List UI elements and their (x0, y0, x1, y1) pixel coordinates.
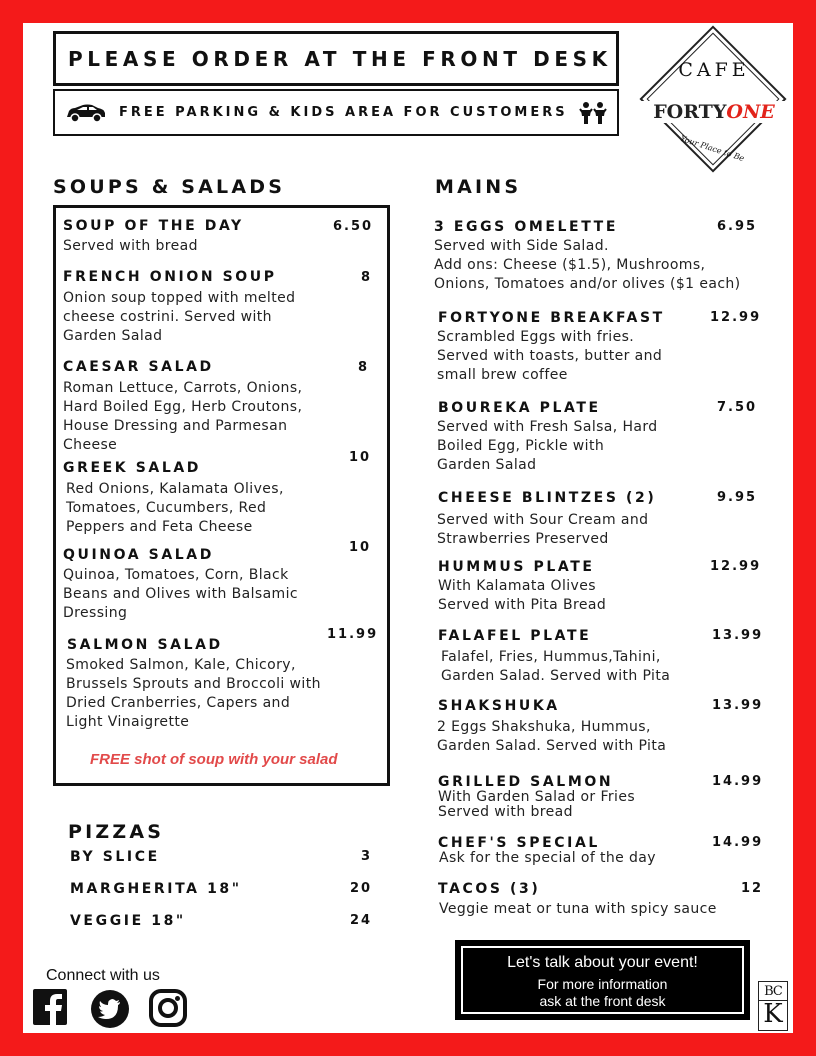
desc-line: Light Vinaigrette (66, 714, 190, 730)
menu-item-desc (437, 328, 662, 385)
menu-item-name: SHAKSHUKA (438, 698, 560, 714)
menu-item-name: CHEESE BLINTZES (2) (438, 490, 657, 506)
desc-line: Onions, Tomatoes and/or olives ($1 each) (434, 276, 741, 292)
menu-item-name: FALAFEL PLATE (438, 628, 592, 644)
menu-item-price: 13.99 (712, 698, 764, 713)
menu-item-name: CAESAR SALAD (63, 359, 214, 375)
logo-brand (639, 101, 789, 123)
desc-line: small brew coffee (437, 367, 568, 383)
menu-item-name: GREEK SALAD (63, 460, 202, 476)
menu-item-desc (66, 480, 284, 537)
desc-line: Served with Fresh Salsa, Hard (437, 419, 658, 435)
menu-item-desc (441, 648, 670, 686)
desc-line: House Dressing and Parmesan (63, 418, 288, 434)
order-text: PLEASE ORDER AT THE FRONT DESK (68, 46, 612, 71)
desc-line: cheese costrini. Served with (63, 309, 272, 325)
menu-item-desc (437, 418, 658, 475)
menu-item-desc (66, 656, 321, 732)
menu-item-price: 12.99 (710, 310, 762, 325)
pizza-price: 24 (350, 913, 373, 928)
desc-line: Dressing (63, 605, 128, 621)
menu-item-desc (437, 718, 666, 756)
menu-item-name: TACOS (3) (438, 881, 541, 897)
desc-line: Strawberries Preserved (437, 531, 609, 547)
menu-item-price: 12.99 (710, 559, 762, 574)
menu-item-price: 6.50 (333, 219, 374, 234)
desc-line: Garden Salad (63, 328, 163, 344)
menu-item-price: 10 (349, 540, 372, 555)
menu-item-name: FRENCH ONION SOUP (63, 269, 277, 285)
desc-line: 2 Eggs Shakshuka, Hummus, (437, 719, 651, 735)
pizzas-heading: PIZZAS (68, 821, 165, 843)
desc-line: Served with toasts, butter and (437, 348, 663, 364)
menu-item-name: BOUREKA PLATE (438, 400, 601, 416)
kids-icon (579, 101, 607, 125)
menu-item-desc (63, 379, 302, 455)
desc-line: Red Onions, Kalamata Olives, (66, 481, 284, 497)
desc-line: Served with bread (63, 238, 198, 254)
menu-item-price: 8 (361, 270, 373, 285)
menu-item-desc (63, 237, 198, 256)
event-info (463, 972, 742, 1010)
menu-item-name: SOUP OF THE DAY (63, 218, 244, 234)
menu-item-price: 13.99 (712, 628, 764, 643)
menu-item-price: 11.99 (327, 627, 379, 642)
desc-line: Brussels Sprouts and Broccoli with (66, 676, 321, 692)
menu-item-name: CHEF'S SPECIAL (438, 835, 600, 851)
order-banner (53, 31, 619, 86)
desc-line: Veggie meat or tuna with spicy sauce (439, 901, 717, 917)
twitter-icon[interactable] (90, 989, 130, 1029)
badge-top: BC (764, 984, 782, 999)
pizza-name: BY SLICE (70, 849, 160, 865)
menu-item-desc (437, 511, 648, 549)
logo-cafe: CAFE (678, 59, 750, 81)
badge-bottom: K (759, 1000, 787, 1027)
pizza-price: 20 (350, 881, 373, 896)
parking-text: FREE PARKING & KIDS AREA FOR CUSTOMERS (119, 105, 568, 120)
menu-item-price: 10 (349, 450, 372, 465)
desc-line: Garden Salad (437, 457, 537, 473)
menu-item-desc (439, 900, 717, 919)
car-icon (65, 102, 107, 124)
menu-sheet (23, 23, 793, 1033)
event-title: Let's talk about your event! (507, 954, 698, 971)
menu-item-price: 14.99 (712, 774, 764, 789)
menu-item-price: 12 (741, 881, 764, 896)
desc-line: Onion soup topped with melted (63, 290, 296, 306)
menu-item-desc (63, 566, 298, 623)
desc-line: Falafel, Fries, Hummus,Tahini, (441, 649, 661, 665)
desc-line: Dried Cranberries, Capers and (66, 695, 291, 711)
soups-heading: SOUPS & SALADS (53, 176, 286, 198)
desc-line: Garden Salad. Served with Pita (441, 668, 671, 684)
pizza-name: MARGHERITA 18" (70, 881, 242, 897)
desc-line: Hard Boiled Egg, Herb Croutons, (63, 399, 303, 415)
desc-line: Cheese (63, 437, 118, 453)
desc-line: Served with bread (438, 804, 573, 820)
desc-line: Tomatoes, Cucumbers, Red (66, 500, 267, 516)
menu-item-name: GRILLED SALMON (438, 774, 614, 790)
menu-item-price: 9.95 (717, 490, 758, 505)
instagram-icon[interactable] (149, 989, 187, 1027)
logo-brand-b: ONE (726, 101, 775, 123)
desc-line: With Kalamata Olives (438, 578, 596, 594)
desc-line: Served with Side Salad. (434, 238, 609, 254)
desc-line: Add ons: Cheese ($1.5), Mushrooms, (434, 257, 706, 273)
menu-item-price: 7.50 (717, 400, 758, 415)
desc-line: Boiled Egg, Pickle with (437, 438, 605, 454)
logo-brand-a: FORTY (653, 101, 727, 123)
menu-item-name: HUMMUS PLATE (438, 559, 595, 575)
event-banner (455, 940, 750, 1020)
desc-line: Ask for the special of the day (439, 850, 656, 866)
menu-item-price: 6.95 (717, 219, 758, 234)
desc-line: Quinoa, Tomatoes, Corn, Black (63, 567, 289, 583)
menu-item-desc (438, 577, 606, 615)
menu-item-name: 3 EGGS OMELETTE (434, 219, 618, 235)
menu-item-price: 14.99 (712, 835, 764, 850)
desc-line: Smoked Salmon, Kale, Chicory, (66, 657, 296, 673)
desc-line: Garden Salad. Served with Pita (437, 738, 667, 754)
menu-item-name: SALMON SALAD (67, 637, 223, 653)
desc-line: Scrambled Eggs with fries. (437, 329, 635, 345)
desc-line: Peppers and Feta Cheese (66, 519, 253, 535)
pizza-price: 3 (361, 849, 373, 864)
menu-item-price: 8 (358, 360, 370, 375)
event-inner (461, 946, 744, 1014)
menu-item-desc (63, 289, 295, 346)
menu-item-name: QUINOA SALAD (63, 547, 214, 563)
facebook-icon[interactable] (33, 989, 67, 1025)
desc-line: Served with Sour Cream and (437, 512, 649, 528)
free-shot-note: FREE shot of soup with your salad (90, 751, 338, 768)
parking-banner (53, 89, 619, 136)
desc-line: Roman Lettuce, Carrots, Onions, (63, 380, 303, 396)
logo-tagline: Your Place to Be (679, 133, 746, 164)
desc-line: Beans and Olives with Balsamic (63, 586, 298, 602)
desc-line: Served with Pita Bread (438, 597, 607, 613)
event-line: For more information (537, 976, 668, 992)
menu-item-name: FORTYONE BREAKFAST (438, 310, 665, 326)
mains-heading: MAINS (435, 176, 522, 198)
menu-item-desc (438, 790, 635, 820)
desc-line: With Garden Salad or Fries (438, 789, 636, 805)
pizza-name: VEGGIE 18" (70, 913, 186, 929)
event-line: ask at the front desk (539, 993, 666, 1009)
menu-item-desc (434, 237, 741, 294)
connect-label: Connect with us (46, 967, 160, 984)
menu-item-desc (439, 849, 656, 868)
bck-badge (758, 981, 788, 1031)
cafe-logo (639, 29, 789, 177)
